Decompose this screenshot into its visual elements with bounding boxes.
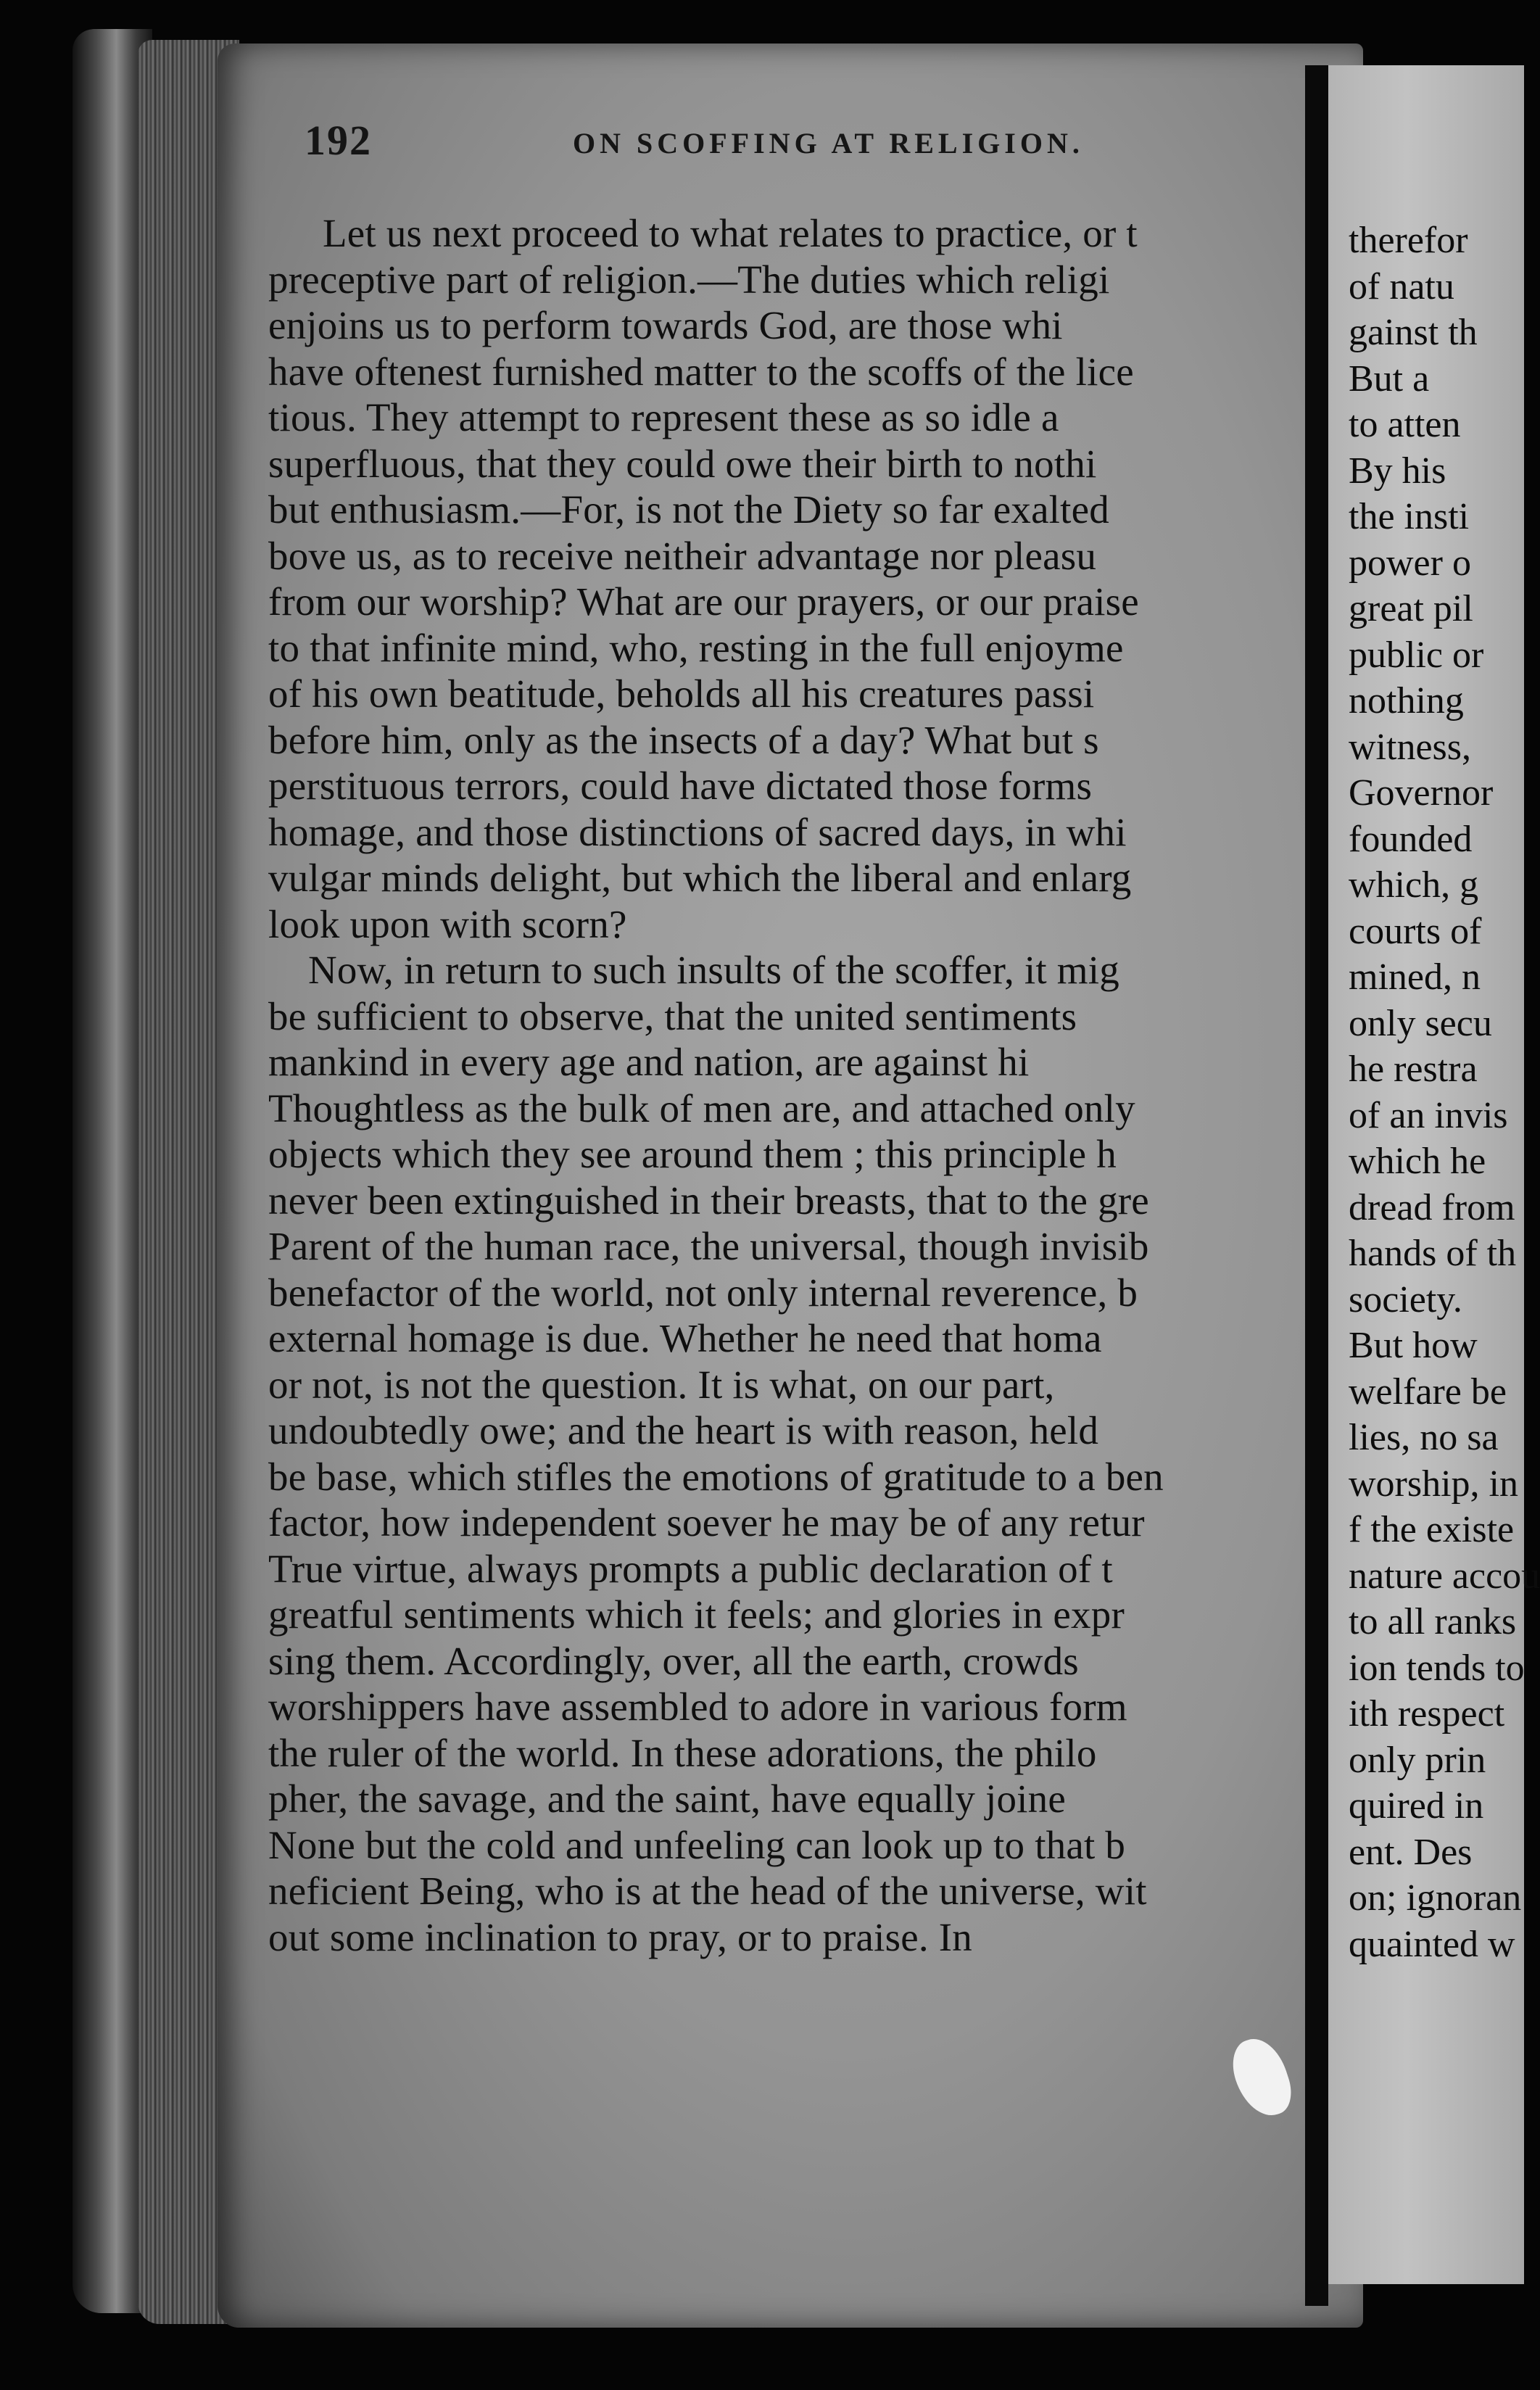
right-page-line: ion tends to	[1349, 1647, 1525, 1689]
right-page-line: on; ignoran	[1349, 1877, 1522, 1919]
text-line: greatful sentiments which it feels; and glories in expr	[268, 1592, 1125, 1637]
right-page-line: to all ranks	[1349, 1601, 1517, 1642]
text-line: None but the cold and unfeeling can look up to that b	[268, 1822, 1126, 1867]
right-page-line: But how	[1349, 1325, 1478, 1366]
text-line: preceptive part of religion.—The duties which religi	[268, 257, 1110, 302]
text-line: worshippers have assembled to adore in various form	[268, 1684, 1127, 1729]
text-line: Parent of the human race, the universal, though invisib	[268, 1224, 1149, 1268]
right-page-line: mined, n	[1349, 956, 1481, 998]
text-line: of his own beatitude, beholds all his creatures passi	[268, 671, 1095, 716]
right-page-line: the insti	[1349, 496, 1470, 537]
text-line: or not, is not the question. It is what, on our part,	[268, 1362, 1055, 1407]
right-page-line: hands of th	[1349, 1233, 1517, 1274]
right-page-line: great pil	[1349, 588, 1473, 629]
text-line: benefactor of the world, not only internal reverence, b	[268, 1270, 1138, 1315]
body-text	[268, 210, 1305, 2154]
right-page-line: By his	[1349, 450, 1446, 492]
text-line: enjoins us to perform towards God, are those whi	[268, 303, 1063, 347]
right-page-line: witness,	[1349, 726, 1471, 768]
text-line: be base, which stifles the emotions of gratitude to a ben	[268, 1454, 1164, 1499]
text-line: True virtue, always prompts a public declaration of t	[268, 1546, 1113, 1591]
right-page-line: courts of	[1349, 910, 1482, 952]
text-line: pher, the savage, and the saint, have equally joine	[268, 1777, 1066, 1821]
right-page-line: only secu	[1349, 1002, 1492, 1044]
right-page-line: therefor	[1349, 220, 1468, 261]
text-line: external homage is due. Whether he need that homa	[268, 1316, 1102, 1360]
right-page-line: which he	[1349, 1141, 1486, 1182]
right-page-line: power o	[1349, 542, 1471, 584]
text-line: look upon with scorn?	[268, 901, 627, 946]
text-line: mankind in every age and nation, are against hi	[268, 1040, 1030, 1084]
text-line: tious. They attempt to represent these as so idle a	[268, 395, 1059, 439]
right-page-line: ent. Des	[1349, 1831, 1473, 1873]
text-line: Thoughtless as the bulk of men are, and attached only	[268, 1086, 1135, 1130]
text-line: factor, how independent soever he may be of any retur	[268, 1500, 1145, 1545]
text-line: homage, and those distinctions of sacred days, in whi	[268, 809, 1127, 854]
text-line: Let us next proceed to what relates to practice, or t	[323, 211, 1138, 255]
running-title: ON SCOFFING AT RELIGION.	[573, 127, 1084, 160]
right-page-line: to atten	[1349, 404, 1461, 445]
text-line: before him, only as the insects of a day? What but s	[268, 717, 1099, 762]
right-page-line: welfare be	[1349, 1370, 1507, 1413]
text-line: have oftenest furnished matter to the scoffs of the lice	[268, 349, 1134, 394]
right-page-line: society.	[1349, 1278, 1462, 1320]
right-page-line: public or	[1349, 634, 1484, 676]
right-page-line: which, g	[1349, 864, 1479, 906]
text-line: but enthusiasm.—For, is not the Diety so far exalted	[268, 487, 1109, 532]
right-page-line: gainst th	[1349, 312, 1478, 353]
right-page-line: nature accou	[1349, 1555, 1540, 1597]
right-page-line: he restra	[1349, 1049, 1478, 1090]
text-line: superfluous, that they could owe their birth to nothi	[268, 441, 1097, 486]
right-page-line: f the existe	[1349, 1509, 1515, 1550]
right-page-line: quainted w	[1349, 1923, 1515, 1965]
text-line: to that infinite mind, who, resting in the full enjoyme	[268, 625, 1124, 670]
text-line: vulgar minds delight, but which the liberal and enlarg	[268, 856, 1132, 900]
right-page-line: ith respect	[1349, 1693, 1505, 1734]
text-line: perstituous terrors, could have dictated those forms	[268, 764, 1093, 808]
text-line: neficient Being, who is at the head of the universe, wit	[268, 1869, 1147, 1913]
text-line: sing them. Accordingly, over, all the earth, crowds	[268, 1638, 1079, 1683]
right-page-line: lies, no sa	[1349, 1417, 1499, 1458]
text-line: undoubtedly owe; and the heart is with reason, held	[268, 1408, 1099, 1452]
text-line: Now, in return to such insults of the scoffer, it mig	[308, 948, 1119, 992]
text-line: from our worship? What are our prayers, or our praise	[268, 579, 1139, 624]
right-page-line: of natu	[1349, 265, 1454, 307]
right-page-line: founded	[1349, 818, 1473, 860]
gutter-shadow	[1305, 65, 1328, 2306]
right-page-line: only prin	[1349, 1739, 1486, 1781]
right-page-line: of an invis	[1349, 1094, 1508, 1136]
right-page-line: But a	[1349, 357, 1430, 400]
text-line: never been extinguished in their breasts, that to the gre	[268, 1178, 1149, 1223]
right-page-text	[1349, 218, 1540, 2175]
right-page-line: worship, in	[1349, 1463, 1518, 1505]
text-line: be sufficient to observe, that the united sentiments	[268, 993, 1077, 1038]
text-line: bove us, as to receive neitheir advantage nor pleasu	[268, 533, 1097, 578]
running-head	[305, 116, 1247, 164]
right-page-line: Governor	[1349, 772, 1494, 814]
text-line: the ruler of the world. In these adorations, the philo	[268, 1730, 1097, 1775]
right-page-line: dread from	[1349, 1186, 1515, 1228]
text-line: out some inclination to pray, or to praise. In	[268, 1914, 972, 1959]
page-number: 192	[305, 117, 372, 164]
right-page-line: nothing	[1349, 680, 1464, 721]
text-line: objects which they see around them ; this principle h	[268, 1132, 1117, 1176]
right-page-line: quired in	[1349, 1785, 1484, 1827]
